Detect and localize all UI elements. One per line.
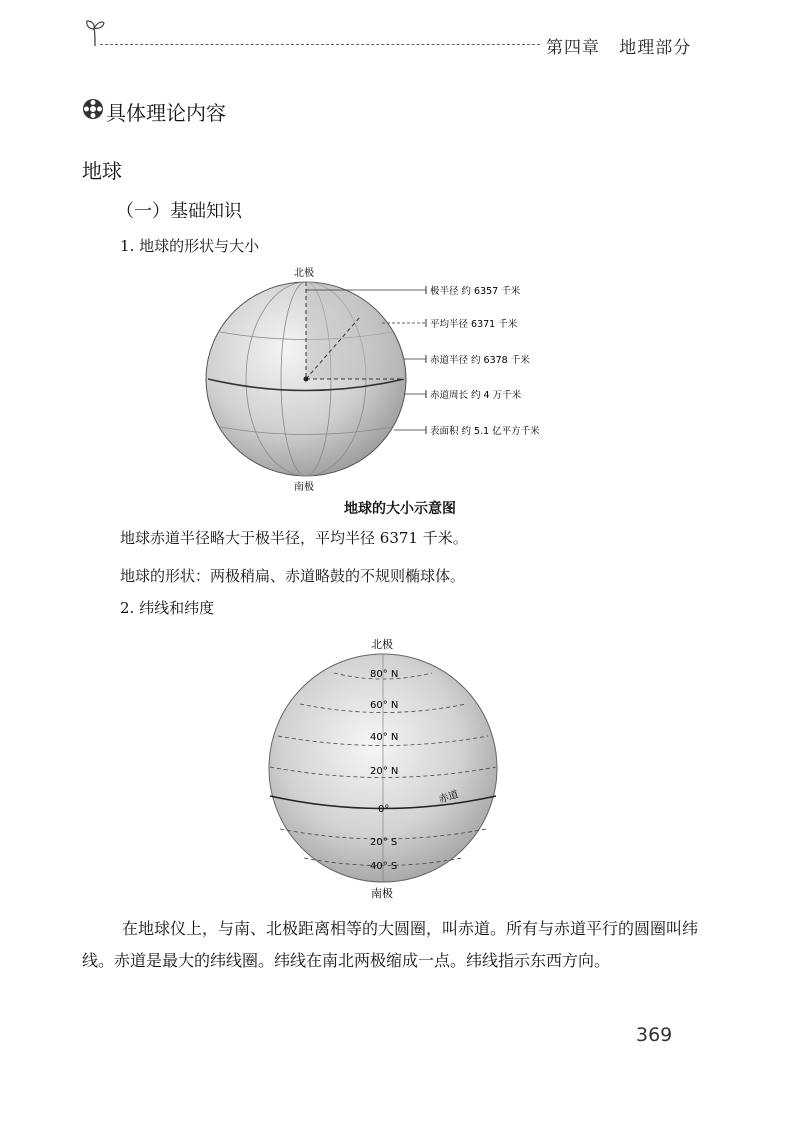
item-heading-2: 2. 纬线和纬度 xyxy=(120,599,215,617)
page-number: 369 xyxy=(636,1024,673,1046)
section-title: 具体理论内容 xyxy=(106,101,226,125)
equatorial-radius-label: 赤道半径 约 6378 千米 xyxy=(430,355,530,366)
north-pole-label: 北极 xyxy=(294,268,314,279)
item-heading-1: 1. 地球的形状与大小 xyxy=(120,237,260,255)
running-header xyxy=(546,33,691,58)
subheading: （一）基础知识 xyxy=(116,201,242,222)
latitude-80n: 80° N xyxy=(370,669,399,680)
latitude-40n: 40° N xyxy=(370,732,399,743)
section-label: 地理部分 xyxy=(619,38,692,58)
paragraph-radius: 地球赤道半径略大于极半径，平均半径 6371 千米。 xyxy=(120,529,468,547)
polar-radius-label: 极半径 约 6357 千米 xyxy=(430,286,521,297)
surface-area-label: 表面积 约 5.1 亿平方千米 xyxy=(430,426,540,437)
equator-label: 赤道 xyxy=(437,789,460,806)
paragraph-shape: 地球的形状：两极稍扁、赤道略鼓的不规则椭球体。 xyxy=(120,567,466,585)
figure-caption: 地球的大小示意图 xyxy=(344,501,456,517)
header-rule xyxy=(100,44,540,45)
latitude-20s: 20° S xyxy=(370,837,398,848)
latitude-60n: 60° N xyxy=(370,700,399,711)
mean-radius-label: 平均半径 6371 千米 xyxy=(430,319,518,330)
latitude-diagram xyxy=(262,633,512,901)
latitude-0: 0° xyxy=(378,804,390,815)
flower-icon xyxy=(82,98,104,120)
latitude-20n: 20° N xyxy=(370,766,399,777)
body-paragraph: 在地球仪上，与南、北极距离相等的大圆圈，叫赤道。所有与赤道平行的圆圈叫纬线。赤道是最大的纬线圈。纬线在南北两极缩成一点。纬线指示东西方向。 xyxy=(82,919,699,970)
latitude-40s: 40° S xyxy=(370,861,398,872)
south-pole-label-2: 南极 xyxy=(371,887,393,900)
equator-circumference-label: 赤道周长 约 4 万千米 xyxy=(430,390,522,401)
north-pole-label-2: 北极 xyxy=(371,638,393,651)
south-pole-label: 南极 xyxy=(294,482,314,493)
chapter-label: 第四章 xyxy=(546,38,600,58)
earth-size-diagram xyxy=(200,262,580,494)
topic-heading: 地球 xyxy=(82,159,122,183)
